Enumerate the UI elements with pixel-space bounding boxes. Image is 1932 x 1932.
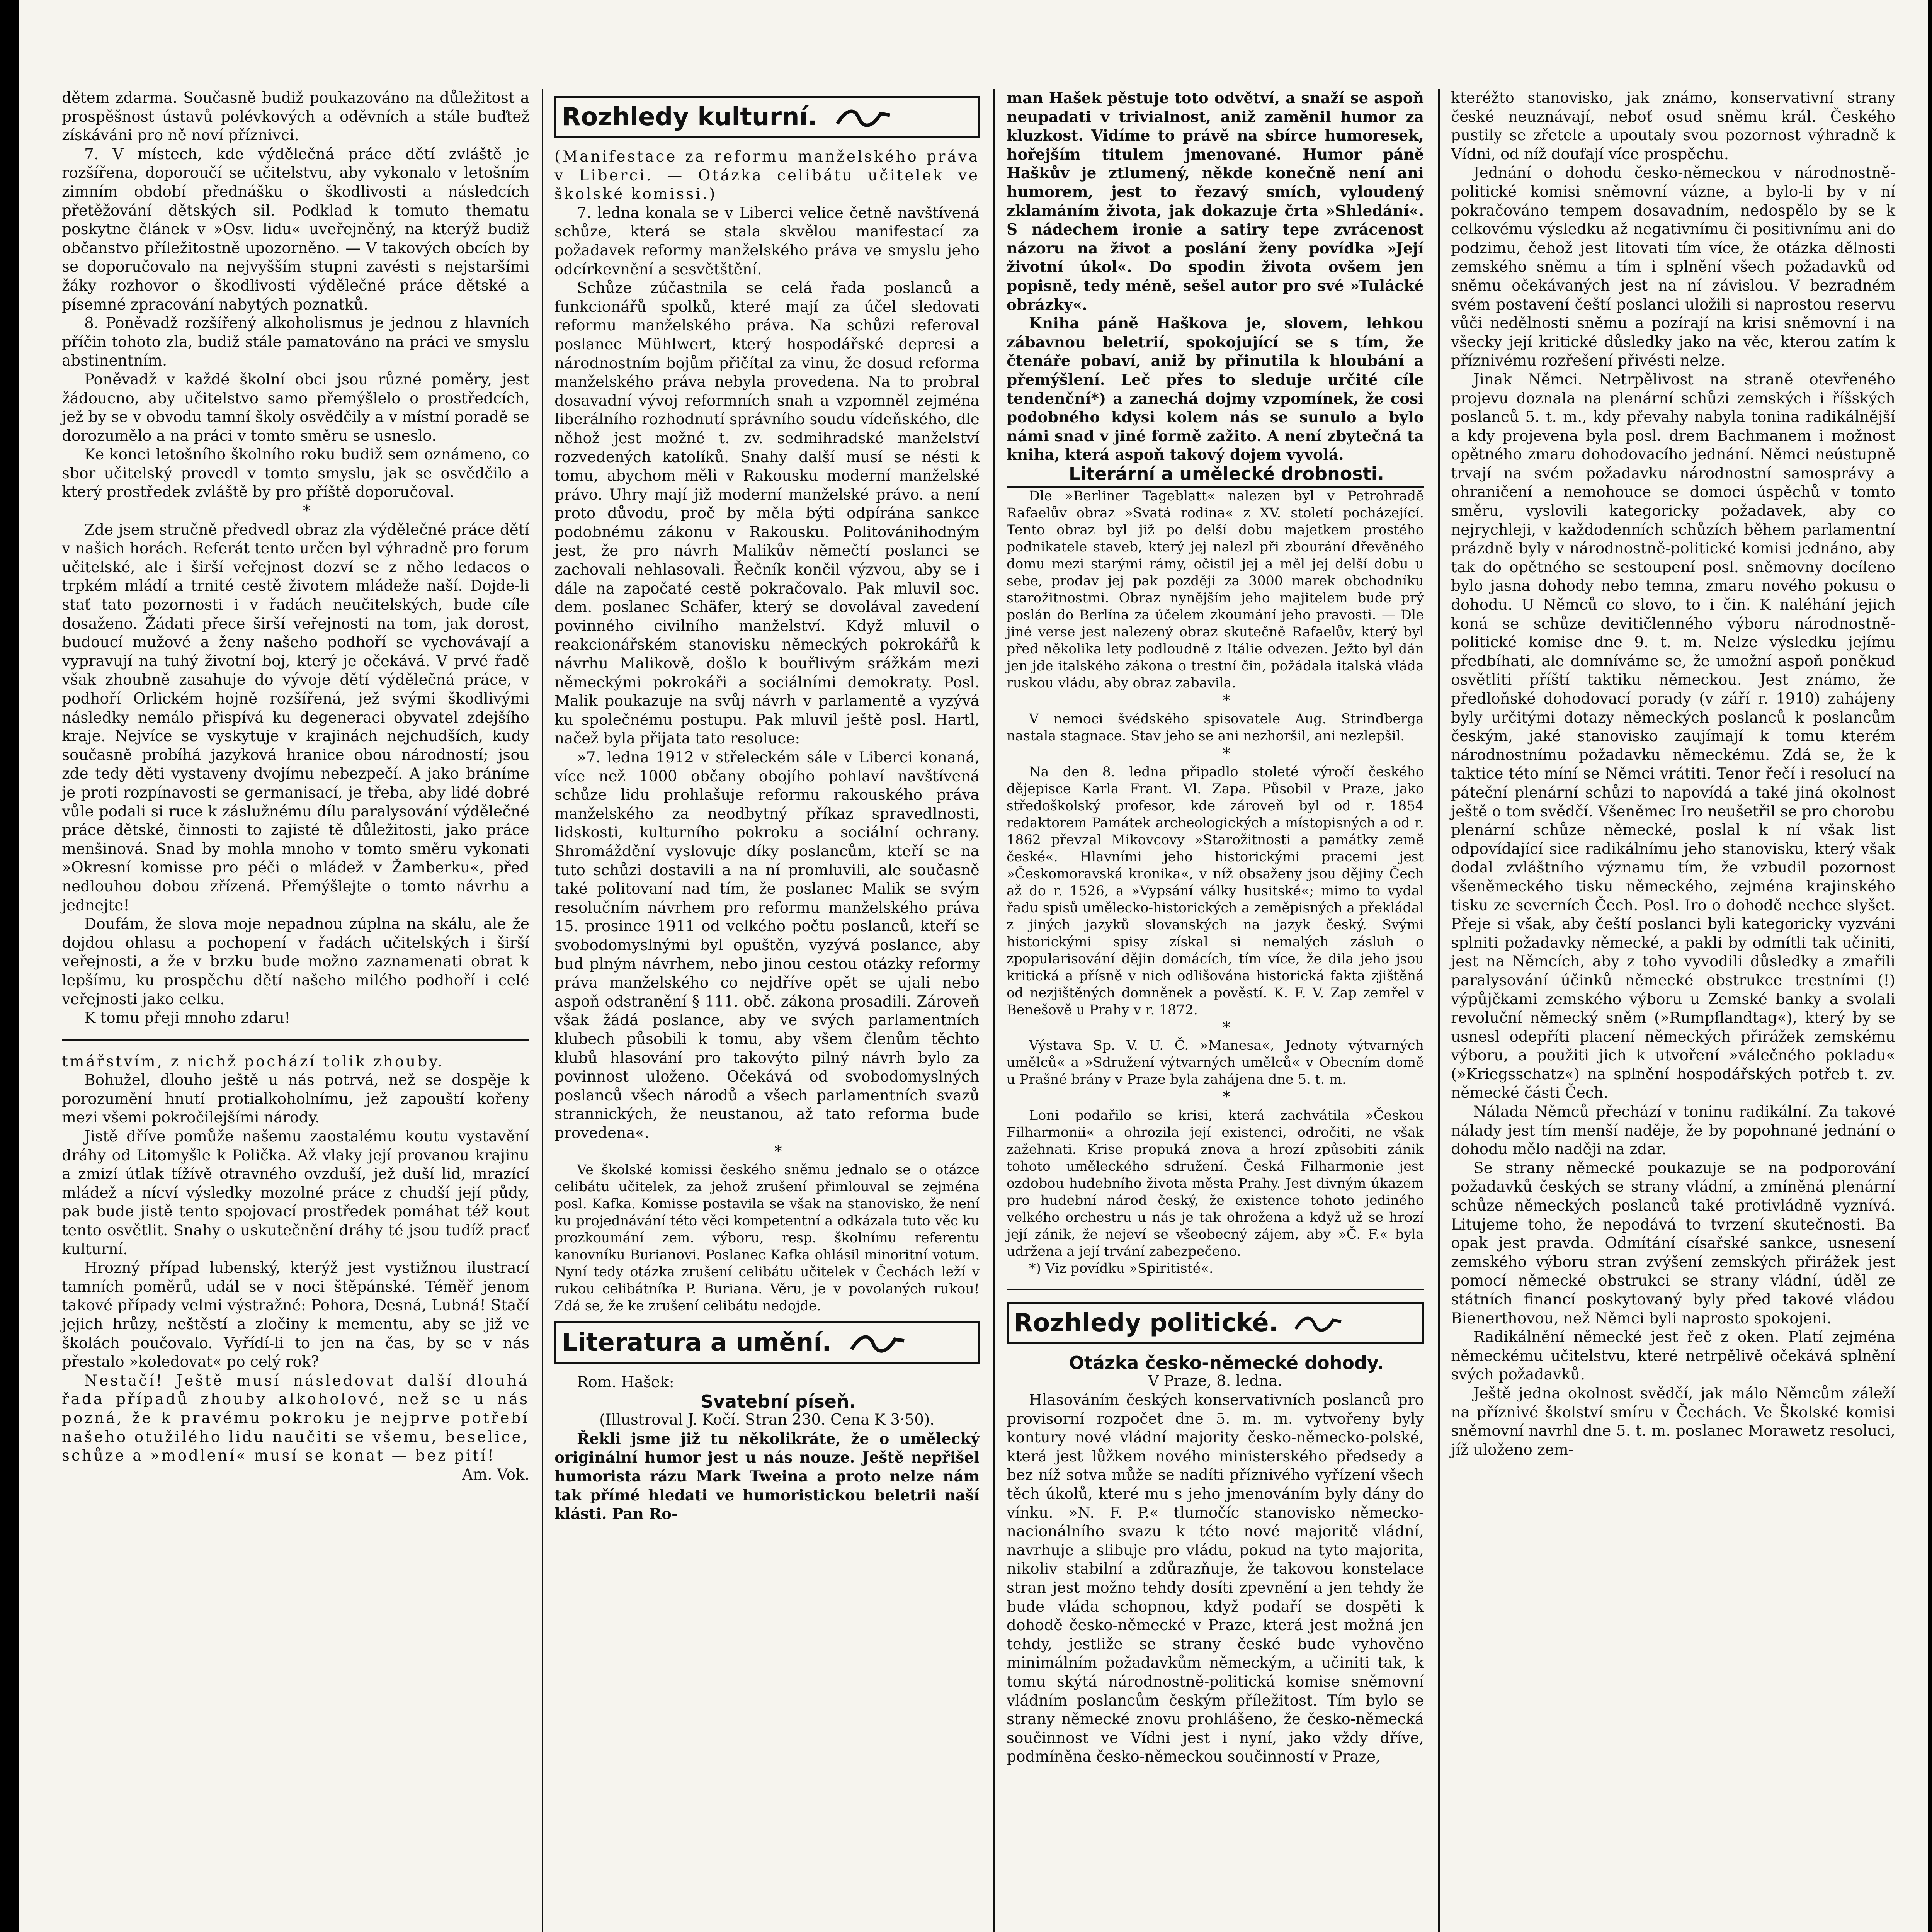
paragraph: 7. V místech, kde výdělečná práce dětí zvláště je rozšířena, doporoučí se učitelstvu, aby vykonalo v letošním zimním období přednášku o škodlivosti a následcích přetěžování dětských sil. Podklad k tomuto thematu poskytne článek v »Osv. lidu« uveřejněný, na kterýž budiž občanstvo příležitostně upozorněno. — V takových obcích by se doporučovalo na nejvyšším stupni zavésti s nejstaršími žáky rozhovor o škodlivosti výdělečné práce dětské a písemné zpracování nabytých poznatků. — [62, 145, 529, 313]
section-heading-political — [1007, 1302, 1424, 1344]
paragraph: Ještě jedna okolnost svědčí, jak málo Němcům záleží na příznivé školství smíru v Čechách. Ve Školské komisi sněmovní navrhl dne 5. t. m. poslanec Morawetz resoluci, jíž uloženo zem- — [1451, 1384, 1895, 1459]
flourish-icon — [835, 108, 893, 128]
paragraph: kteréžto stanovisko, jak známo, konservativní strany české neuznávají, neboť osud sněmu král. Českého pustily se zřetele a upoutaly svou pozornost výhradně k Vídni, od níž doufají více prospěchu. — [1451, 89, 1895, 163]
paragraph: man Hašek pěstuje toto odvětví, a snaží se aspoň neupadati v trivialnost, aniž zaměnil humor za kluzkost. Vidíme to právě na sbírce humoresek, hořejším titulem jmenované. Humor páně Haškův je ztlumený, někde konečně není ani humorem, jest to řezavý smích, vyloudený zklamáním života, jak dokazuje črta »Shledání«. S nádechem ironie a satiry tepe zvrácenost názoru na život a poslání ženy povídka »Její životní úkol«. Do spodin života ovšem jen popisně, tedy méně, sešel autor pro své »Tulácké obrázky«. — [1007, 89, 1424, 314]
section-heading-literature — [554, 1321, 980, 1364]
column-rule — [993, 89, 995, 1932]
paragraph: Ke konci letošního školního roku budiž sem oznámeno, co sbor učitelský provedl v tomto smyslu, jak se osvědčilo a který prostředek zvláště by pro příště doporučoval. — [62, 446, 529, 501]
footnote: *) Viz povídku »Spiritisté«. — [1029, 1260, 1213, 1276]
separator-star: * — [774, 1143, 782, 1161]
separator-star: * — [1223, 692, 1230, 710]
paragraph: Zde jsem stručně předvedl obraz zla výdělečné práce dětí v našich horách. Referát tento určen byl výhradně pro forum učitelské, ale i širší veřejnost dozví se z něho ledacos o trpkém mládí a trnité cestě životem mládeže naší. Dojde-li stať tato pozornosti i v řadách neučitelských, bude cíle dosaženo. Žádati přece širší veřejnosti na tom, jak dorost, budoucí mužové a ženy našeho podhoří se vychovávají a vypravují na tuhý životní boj, který je očekává. V prvé řadě však zhoubně zasahuje do vývoje dětí výdělečná práce, v podhoří Orlickém hojně rozšířená, jež svými škodlivými následky nemálo přispívá ku degeneraci obyvatel zdejšího kraje. Nejvíce se vyskytuje v krajinách nejchudších, kudy současně probíhá jazyková hranice obou národností; jsou zde tedy děti vystaveny dvojímu nebezpečí. A jako bráníme je proti rozpínavosti se germanisací, je třeba, aby lidé dobré vůle podali si ruce k záslužnému dílu paralysování výdělečné práce dětské, činnosti to zajisté tě důležitosti, jako práce menšinová. Snad by mohla mnoho v tomto směru vykonati »Okresní komisse pro péči o mládež v Žamberku«, před nedlouhou dobou zřízená. Přemýšlejte o tomto návrhu a jednejte! — [62, 521, 529, 914]
column-3 — [1007, 89, 1424, 1767]
paragraph: Doufám, že slova moje nepadnou zúplna na skálu, ale že dojdou ohlasu a pochopení v řadách učitelských i širší veřejnosti, a že v brzku bude možno zaznamenati obrat k lepšímu, ku prospěchu dětí našeho milého podhoří i celé veřejnosti jako celku. — [62, 915, 529, 1008]
dateline: V Praze, 8. ledna. — [1148, 1372, 1282, 1390]
paragraph: Loni podařilo se krisi, která zachvátila »Českou Filharmonii« a ohrozila její existenci, odročiti, ne však zažehnati. Krise propuká znova a hrozí způsobiti zánik tohoto uměleckého sdružení. Česká Filharmonie jest ozdobou hudebního života města Prahy. Jest divným úkazem pro hudební národ český, že existence tohoto jediného velkého orchestru u nás je tak ohrožena a když už se hrozí její zánik, že nejeví se všeobecný zájem, aby »Č. F.« byla udržena a její trvání zabezpečeno. — [1007, 1107, 1424, 1259]
separator-star: * — [303, 502, 311, 520]
paragraph: Nálada Němců přechází v toninu radikální. Za takové nálady jest tím menší naděje, že by popohnané jednání o dohodu mělo naději na zdar. — [1451, 1103, 1895, 1158]
divider — [62, 1039, 529, 1041]
book-title: Svatební píseň. — [700, 1391, 856, 1412]
subsection-heading: Literární a umělecké drobnosti. — [1007, 464, 1424, 488]
section-title: Literatura a umění. — [562, 1328, 832, 1357]
column-2 — [554, 89, 980, 1524]
paragraph: Poněvadž v každé školní obci jsou různé poměry, jest žádoucno, aby učitelstvo samo přemýšlelo o prostředcích, jež by se v obvodu tamní školy osvědčily a v místní poradě se dorozumělo a na práci v tomto směru se usneslo. — [62, 371, 529, 445]
separator-star: * — [1223, 1019, 1230, 1036]
column-rule — [542, 89, 543, 1932]
section-title: Rozhledy kulturní. — [562, 103, 817, 131]
paragraph: Výstava Sp. V. U. Č. »Manesa«, Jednoty výtvarných umělců« a »Sdružení výtvarných umělců« v Obecním domě u Prašné brány v Praze byla zahájena dne 5. t. m. — [1007, 1038, 1424, 1088]
book-author: Rom. Hašek: — [577, 1374, 674, 1391]
paragraph: dětem zdarma. Současně budiž poukazováno na důležitost a prospěšnost ústavů polévkových a oděvních a stále buďtež získáváni pro ně noví příznivci. — [62, 89, 529, 145]
flourish-icon — [1294, 1314, 1344, 1334]
paragraph: Hlasováním českých konservativních poslanců pro provisorní rozpočet dne 5. m. m. vytvořeny byly kontury nové vládní majority česko-německo-polské, která jest lůžkem nového ministerského předsedy a bez níž sotva může se nadíti příznivého vyřízení všech těch úkolů, které mu s jeho jmenováním byly dány do vínku. »N. F. P.« tlumočíc stanovisko německo-nacionálního svazu k této nové majoritě vládní, navrhuje a slibuje pro vládu, pokud na tyto majorita, nikoliv stabilní a zdůrazňuje, že takovou konstelace stran jest možno tehdy dosíti zpevnění a jen tehdy že bude vláda schopnou, když podaří se dospěti k dohodě česko-německé v Praze, která jest možná jen tehdy, jestliže se strany české bude vyhověno minimálním požadavkům německým, a učiniti tak, k tomu skýtá národnostně-politická komise sněmovní vládním poslancům českým příležitost. Tím bylo se strany německé znovu prohlášeno, že česko-německá součinnost ve Vídni jest i nyní, jako vždy dříve, podmíněna česko-německou součinností v Praze, — [1007, 1391, 1424, 1766]
column-1 — [62, 89, 529, 1484]
divider — [1007, 1289, 1424, 1290]
article-title: Otázka česko-německé dohody. — [1069, 1352, 1384, 1373]
paragraph: Ve školské komissi českého sněmu jednalo se o otázce celibátu učitelek, za jehož zrušení přimlouval se zejména posl. Kafka. Komisse postavila se však na stanovisko, že není ku projednávání této věci kompetentní a odkázala tuto věc ku prozkoumání zem. výboru, resp. školnímu referentu kanovníku Burianovi. Poslanec Kafka ohlásil minoritní votum. Nyní tedy otázka zrušení celibátu učitelek v Čechách leží v rukou celibátníka P. Buriana. Věru, je v povolaných rukou! Zdá se, že ke zrušení celibátu nedojde. — [554, 1162, 980, 1314]
paragraph: Dle »Berliner Tageblatt« nalezen byl v Petrohradě Rafaelův obraz »Svatá rodina« z XV. století pocházející. Tento obraz byl již po delší dobu majetkem prostého podnikatele staveb, který jej nalezl při zbourání dřevěného domu mezi starými rámy, očistil jej a měl jej delší dobu u sebe, prodav jej pak později za 3000 marek obchodníku starožitnostmi. Obraz nynějším jeho majitelem bude prý poslán do Berlína za účelem zkoumání jeho pravosti. — Dle jiné verse jest nalezený obraz skutečně Rafaelův, který byl před několika lety podloudně z Itálie odvezen. Ježto byl dán jen jde italského zákona o trestní čin, požádala italská vláda ruskou vládu, aby obraz zabavila. — [1007, 488, 1424, 691]
paragraph: Jistě dříve pomůže našemu zaostalému koutu vystavění dráhy od Litomyšle k Polička. Až vlaky její provanou krajinu a zmizí útlak tížívě otravného ovzduší, jež duší lid, mrazící mládež a nícví výsledky mozolné práce z chudší její půdy, pak bude jistě tento spojovací prostředek pomáhat též kout tento osvětlit. Snahy o uskutečnění dráhy té jsou tudíž pracť kulturní. — [62, 1128, 529, 1258]
paragraph: 8. Poněvadž rozšířený alkoholismus je jednou z hlavních příčin tohoto zla, budiž stále pamatováno na práci ve smyslu abstinentním. — [62, 315, 529, 370]
flourish-icon — [849, 1334, 907, 1354]
book-meta: (Illustroval J. Kočí. Stran 230. Cena K 3·50). — [599, 1411, 935, 1429]
paragraph: Na den 8. ledna připadlo stoleté výročí českého dějepisce Karla Frant. Vl. Zapa. Působil v Praze, jako středoškolský profesor, kde zároveň byl od r. 1854 redaktorem Památek archeologických a místopisných a od r. 1862 převzal Mikovcovy »Starožitnosti a památky země české«. Hlavními jeho historickými pracemi jest »Českomoravská kronika«, v níž obsaženy jsou dějiny Čech až do r. 1526, a »Vypsání války husitské«; mimo to vydal řadu spisů umělecko-historických a zeměpisných a překládal z jiných jazyků slovanských na jazyk český. Svými historickými spisy získal si nemalých zásluh o zpopularisování dějin domácích, tím více, že dila jeho jsou kritická a přísně v nich odlišována historická fakta zjištěná od nezjištěných domněnek a pověstí. K. F. V. Zap zemřel v Benešově u Prahy v r. 1872. — [1007, 764, 1424, 1018]
paragraph: Řekli jsme již tu několikráte, že o umělecký originální humor jest u nás nouze. Ještě nepřišel humorista rázu Mark Tweina a proto nelze nám tak přímé hledati ve humoristickou beletrii naší klásti. Pan Ro- — [554, 1430, 980, 1523]
paragraph: V nemoci švédského spisovatele Aug. Strindberga nastala stagnace. Stav jeho se ani nezhoršil, ani nezlepšil. — [1007, 711, 1424, 744]
newspaper-page — [19, 0, 1928, 1932]
paragraph: 7. ledna konala se v Liberci velice četně navštívená schůze, která se stala skvělou manifestací za požadavek reformy manželského práva ve smyslu jeho odcírkevnění a sesvětštění. — [554, 204, 980, 278]
separator-star: * — [1223, 1088, 1230, 1106]
column-4 — [1451, 89, 1895, 1459]
signature: Am. Vok. — [462, 1466, 529, 1483]
paragraph: Jednání o dohodu česko-německou v národnostně-politické komisi sněmovní vázne, a bylo-li by v ní pokračováno tempem dosavadním, nedospělo by se k celkovému výsledku až negativnímu či positivnímu ani do podzimu, čehož jest litovati tím více, že otázka dělnosti zemského sněmu a tím i splnění všech požadavků od sněmu očekávaných jest na ní závislou. V bezradném svém postavení čeští poslanci uložili si naprostou reservu vůči nedělnosti sněmu a pozírají na krisi sněmovní i na všecky její kritické důsledky jako na věc, kterou zatím k příznivému rozřešení přivésti nelze. — [1451, 164, 1895, 370]
paragraph: K tomu přeji mnoho zdaru! — [84, 1009, 291, 1027]
column-rule — [1438, 89, 1440, 1932]
paragraph: Radikálnění německé jest řeč z oken. Platí zejména německému učitelstvu, které netrpělivě očekává splnění svých požadavků. — [1451, 1328, 1895, 1384]
section-title: Rozhledy politické. — [1014, 1308, 1278, 1337]
paragraph: Nestačí! Ještě musí následovat další dlouhá řada případů zhouby alkoholové, než se u nás pozná, že k pravému pokroku je nejprve potřebí našeho otužilého lidu naučiti se všemu, beselice, schůze a »modlení« musí se konat — bez pití! — [62, 1372, 529, 1465]
paragraph: »7. ledna 1912 v střeleckém sále v Liberci konaná, více než 1000 občany obojího pohlaví navštívená schůze lidu prohlašuje reformu rakouského práva manželského za neodbytný příkaz spravedlnosti, lidskosti, kulturního pokroku a sociální ochrany. Shromáždění vyslovuje díky poslancům, kteří se na tuto schůzi dostavili a na ní promluvili, ale současně také politovaní nad tím, že poslanec Malik se svým resolučním návrhem pro reformu manželského práva 15. prosince 1911 od velkého počtu poslanců, kteří se svobodomyslnými byl opuštěn, vyzývá poslance, aby bud plným návrhem, nebo jinou cestou otázky reformy práva manželského co nejdříve opět se ujali nebo aspoň odstranění § 111. obč. zákona prosadili. Zároveň však žádá poslance, aby ve svých parlamentních klubech působili k tomu, aby všem členům těchto klubů hlasování pro takovýto pilný návrh bylo za povinnost uloženo. Očekává od svobodomyslných poslanců všech národů a všech parlamentních svazů strannických, že neustanou, až tato reforma bude provedena«. — [554, 749, 980, 1142]
paragraph: Jinak Němci. Netrpělivost na straně otevřeného projevu doznala na plenární schůzi zemských i říšských poslanců 5. t. m., kdy převahy nabyla tonina radikálnější a kdy projevena byla posl. drem Bachmanem i možnost opětného zmaru dohodovacího jednání. Němci neústupně trvají na svém požadavku národnostní samosprávy a ohraničení a nemohouce se domoci úspěchů v tomto směru, vyslovili kategoricky požadavek, aby co nejrychleji, v každodenních schůzích během parlamentní prázdně byly v národnostně-politické komisi jednáno, aby tak do opětného se sestoupení posl. sněmovny docíleno bylo jasna dohody nebo temna, zmaru nového pokusu o dohodu. U Němců co slovo, to i čin. K naléhání jejich koná se schůze devitičlenného výboru národnostně-politické komise dne 9. t. m. Nelze výsledku jejímu předbíhati, ale domníváme se, že umožní aspoň poněkud osvětliti příští taktiku německou. Jest známo, že předloňské dohodovací porady (v září r. 1910) zahájeny byly určitými dotazy německých poslanců k poslancům českým, jaké stanovisko zaujímají k tomu kterém národnostnímu požadavku německému. Zdá se, že k taktice této míní se Němci vrátiti. Tenor řečí i resolucí na páteční plenární schůzi to napovídá a také jiná okolnost ještě o tom svědčí. Všeněmec Iro neušetřil se pro chorobu plenární schůze německé, poslal k ní však list odpovídající sice radikálnímu jeho stanovisku, který však dodal zvláštního významu tím, že vzbudil pozornost všeněmeckého tisku německého, zejména krajinského tisku ze severních Čech. Posl. Iro o dohodě nechce slyšet. Přeje si však, aby čeští poslanci byli kategoricky vyzváni splniti požadavky německé, a pakli by odmítli tak učiniti, jest na Němcích, aby z toho vyvodili důsledky a zmařili paralysování účinků německé obstrukce trestními (!) výpůjčkami zemského výboru u Zemské banky a svolali revoluční německý sněm (»Rumpflandtag«), který by se usnesl odepříti placení německých přirážek zemskému výboru, a použiti jich k utvoření »válečného pokladu« (»Kriegsschatz«) na splnění hospodářských potřeb t. zv. německé části Čech. — [1451, 371, 1895, 1102]
separator-star: * — [1223, 745, 1230, 763]
section-heading-cultural — [554, 96, 980, 138]
paragraph: Se strany německé poukazuje se na podporování požadavků českých se strany vládní, a zmíněná plenární schůze německých poslanců také protivládně vyznívá. Litujeme toho, že nepodává to tvrzení skutečnosti. Ba opak jest pravda. Odmítání císařské sankce, usnesení zemského výboru stran zvýšení zemských přirážek jest pomocí německé obstrukci se strany vládní, úděl ze státních financí poskytovaný byly před takové vládou Bienerthovou, než Němci byli naprosto spokojeni. — [1451, 1159, 1895, 1327]
paragraph: Schůze zúčastnila se celá řada poslanců a funkcionářů spolků, které mají za účel sledovati reformu manželského práva. Na schůzi referoval poslanec Mühlwert, který hospodářské depresi a národnostním bojům přičítal za vinu, že dosud reforma manželského práva nebyla provedena. Na to probral dosavadní vývoj reformních snah a vzpomněl zejména liberálního rozhodnutí správního soudu vídeňského, dle něhož jest možné t. zv. sedmihradské manželství rozvedených katolíků. Snahy další musí se nésti k tomu, abychom měli v Rakousku moderní manželské právo. Uhry mají již moderní manželské právo. a není proto důvodu, proč by měla býti odpírána sankce podobnému zákonu v Rakousku. Politovánihodným jest, že pro návrh Malikův němečtí poslanci se zachovali nehlasovali. Řečník končil výzvou, aby se i dále na započaté cestě pokračovalo. Pak mluvil soc. dem. poslanec Schäfer, který se dovolával zavedení povinného civilního manželství. Když mluvil o reakcionářském stanovisku německých pokrokářů k návrhu Malikově, došlo k bouřlivým srážkám mezi německými pokrokáři a sociálními demokraty. Posl. Malik poukazuje na svůj návrh v parlamentě a vyzývá ku společnému postupu. Pak mluvil ještě posl. Hartl, načež byla přijata tato resoluce: — [554, 279, 980, 748]
paragraph: Bohužel, dlouho ještě u nás potrvá, než se dospěje k porozumění hnutí protialkoholnímu, jež zapouští kořeny mezi všemi pokročilejšími národy. — [62, 1071, 529, 1127]
paragraph: Kniha páně Haškova je, slovem, lehkou zábavnou beletrií, spokojující se s tím, že čtenáře pobaví, aniž by přinutila k hloubání a přemýšlení. Leč přes to sleduje určité cíle tendenční*) a zanechá dojmy vzpomínek, že cosi podobného kdysi kolem nás se sunulo a bylo námi snad v jiné formě zažito. A není zbytečná ta kniha, která aspoň takový dojem vyvolá. — [1007, 315, 1424, 464]
paragraph: Hrozný případ lubenský, kterýž jest vystižnou ilustrací tamních poměrů, udál se v noci štěpánské. Téměř jenom takové případy velmi výstražné: Pohora, Desná, Lubná! Stačí jejich hrůzy, neštěstí a zločiny k mementu, aby se již ve školách poučovalo. Vyřídí-li to jen na čas, by se v nás přestalo »koledovat« po celý rok? — [62, 1259, 529, 1371]
paragraph: tmářstvím, z nichž pochází tolik zhouby. — [62, 1053, 444, 1070]
lead: (Manifestace za reformu manželského práva v Liberci. — Otázka celibátu učitelek ve školské komissi.) — [554, 148, 980, 203]
